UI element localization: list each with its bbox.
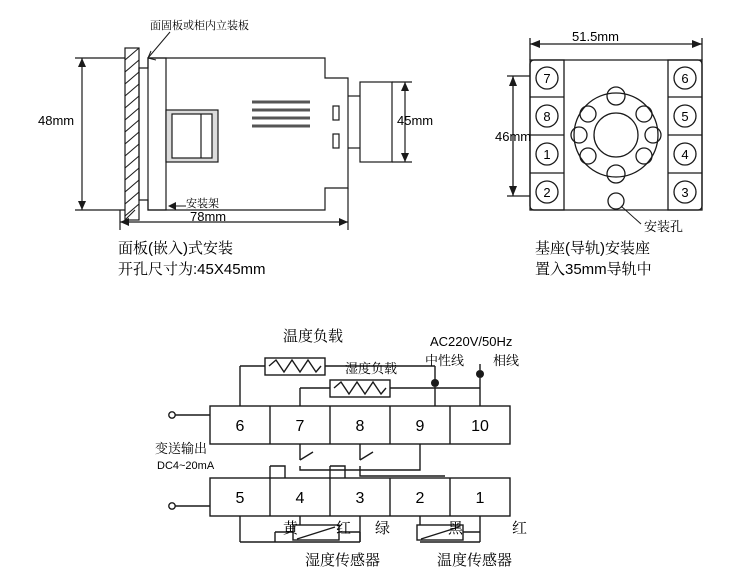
base-terminal-8: 8	[543, 109, 551, 124]
wire-color-black: 黑	[448, 520, 464, 537]
wiring-terminal-2: 2	[415, 490, 425, 507]
base-terminal-2: 2	[543, 185, 551, 200]
panel-dim-height-right: 45mm	[397, 113, 434, 128]
wire-color-yellow: 黄	[283, 520, 299, 537]
wiring-terminal-1: 1	[475, 490, 485, 507]
label-temp-load: 温度负载	[283, 328, 344, 345]
label-supply: AC220V/50Hz	[430, 334, 513, 349]
label-hum-load: 湿度负载	[345, 361, 398, 376]
panel-bracket-label: 安装架	[186, 198, 219, 210]
base-terminal-3: 3	[681, 185, 689, 200]
label-live: 相线	[493, 353, 520, 368]
panel-wall-note: 面固板或柜内立装板	[150, 20, 249, 32]
base-terminal-5: 5	[681, 109, 689, 124]
label-output-range: DC4~20mA	[157, 460, 215, 472]
wiring-terminal-8: 8	[355, 418, 365, 435]
wiring-terminal-3: 3	[355, 490, 365, 507]
label-neutral: 中性线	[425, 353, 465, 368]
wire-color-green: 绿	[375, 520, 391, 537]
caption-panel-mount-line1: 面板(嵌入)式安装	[118, 240, 233, 257]
panel-mount-drawing	[20, 10, 440, 250]
wiring-terminal-7: 7	[295, 418, 305, 435]
wiring-terminal-5: 5	[235, 490, 245, 507]
caption-base-mount-line1: 基座(导轨)安装座	[535, 240, 650, 257]
base-terminal-7: 7	[543, 71, 551, 86]
wire-color-red-1: 红	[336, 520, 352, 537]
label-output: 变送输出	[155, 441, 208, 456]
wiring-terminal-6: 6	[235, 418, 245, 435]
wire-color-red-2: 红	[512, 520, 528, 537]
wiring-terminal-4: 4	[295, 490, 305, 507]
wiring-terminal-10: 10	[471, 418, 489, 435]
caption-base-mount-line2: 置入35mm导轨中	[535, 261, 652, 278]
panel-dim-height-left: 48mm	[38, 113, 75, 128]
base-dim-width: 51.5mm	[572, 29, 619, 44]
caption-panel-mount-line2: 开孔尺寸为:45X45mm	[118, 261, 266, 278]
base-mount-drawing	[495, 18, 745, 248]
panel-dim-width: 78mm	[190, 209, 227, 224]
label-temperature-sensor: 温度传感器	[437, 552, 513, 569]
base-dim-height: 46mm	[495, 129, 532, 144]
wiring-terminal-9: 9	[415, 418, 425, 435]
label-humidity-sensor: 湿度传感器	[305, 552, 381, 569]
base-terminal-6: 6	[681, 71, 689, 86]
base-terminal-1: 1	[543, 147, 551, 162]
base-terminal-4: 4	[681, 147, 689, 162]
base-hole-label: 安装孔	[644, 219, 684, 234]
